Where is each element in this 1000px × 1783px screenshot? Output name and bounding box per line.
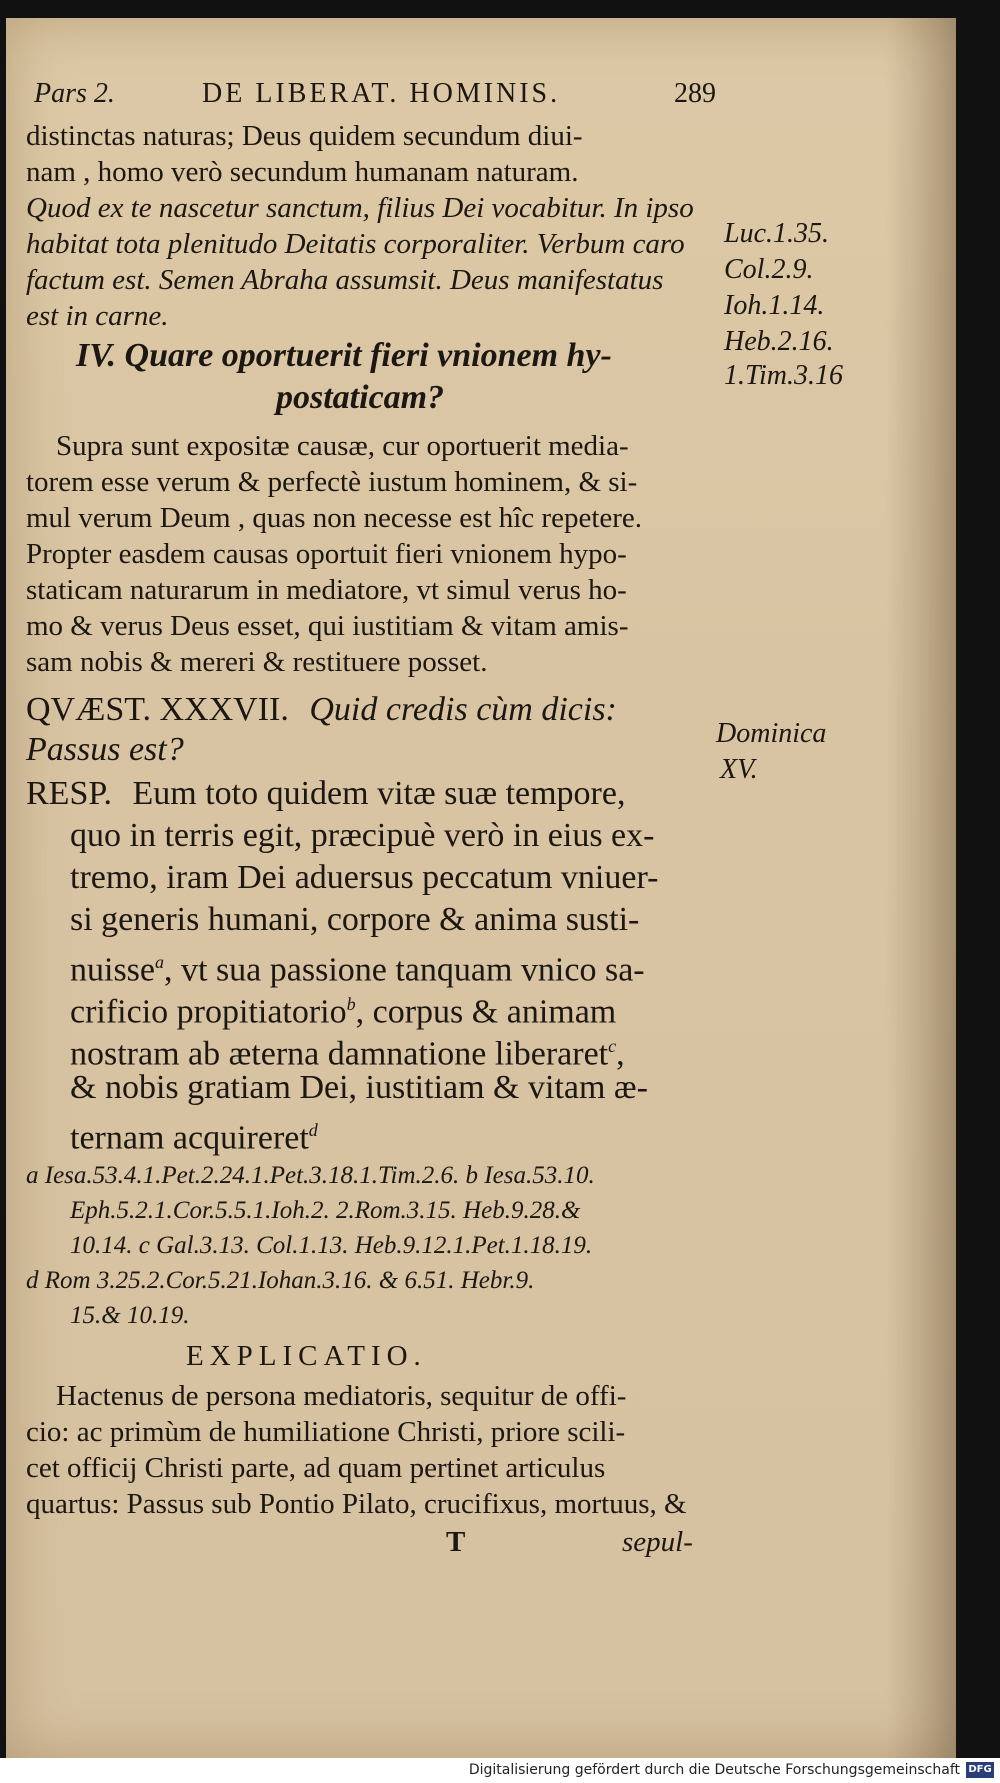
explicatio-line: Hactenus de persona mediatoris, sequitur de offi-	[56, 1380, 627, 1412]
response-line: quo in terris egit, præcipuè verò in eius ex-	[70, 817, 655, 854]
question-label: QVÆST. XXXVII.	[26, 691, 289, 728]
section-heading: IV. Quare oportuerit fieri vnionem hy-	[76, 337, 612, 374]
response-text: , corpus & animam	[355, 993, 617, 1031]
margin-dominica: Dominica	[716, 718, 827, 749]
footnote-line: 15.& 10.19.	[70, 1302, 190, 1329]
response-label: RESP.	[26, 775, 112, 812]
paragraph-line: mul verum Deum , quas non necesse est hîc repetere.	[26, 502, 643, 534]
footnote-line: 10.14. c Gal.3.13. Col.1.13. Heb.9.12.1.Pet.1.18.19.	[70, 1232, 593, 1259]
text-line: factum est. Semen Abraha assumsit. Deus manifestatus	[26, 264, 664, 296]
running-head-part: Pars 2.	[34, 78, 115, 109]
paragraph-line: torem esse verum & perfectè iustum hominem, & si-	[26, 466, 638, 498]
response-line: si generis humani, corpore & anima susti-	[70, 901, 640, 938]
text-line: habitat tota plenitudo Deitatis corporaliter. Verbum caro	[26, 228, 685, 260]
page-edge-shadow	[886, 18, 956, 1758]
paragraph-line: Propter easdem causas oportuit fieri vnionem hypo-	[26, 538, 627, 570]
question-heading	[26, 690, 617, 730]
section-heading-cont: postaticam?	[276, 379, 445, 416]
response-text: nostram ab æterna damnatione liberaret	[70, 1035, 609, 1073]
paragraph-line: staticam naturarum in mediatore, vt simul verus ho-	[26, 574, 627, 606]
response-text: ternam acquireret	[70, 1119, 309, 1157]
margin-dominica-number: XV.	[720, 754, 758, 785]
margin-note: 1.Tim.3.16	[724, 360, 844, 391]
text-line: distinctas naturas; Deus quidem secundum diui-	[26, 120, 583, 152]
page-number: 289	[674, 78, 716, 109]
text-line: Quod ex te nascetur sanctum, filius Dei vocabitur. In ipso	[26, 192, 694, 224]
margin-note: Col.2.9.	[724, 254, 814, 285]
footnote-marker: b	[346, 994, 356, 1014]
footnote-marker: d	[308, 1120, 318, 1140]
margin-note: Heb.2.16.	[724, 326, 834, 357]
catchword: sepul-	[622, 1526, 693, 1558]
footer-text: Digitalisierung gefördert durch die Deutsche Forschungsgemeinschaft	[468, 1762, 960, 1778]
running-head-title: DE LIBERAT. HOMINIS.	[202, 78, 561, 109]
response-line	[26, 774, 625, 814]
text-line: est in carne.	[26, 300, 169, 332]
response-text: ,	[616, 1035, 625, 1073]
explicatio-heading: EXPLICATIO.	[186, 1340, 427, 1372]
response-text: crificio propitiatorio	[70, 993, 347, 1031]
footnote-line: Eph.5.2.1.Cor.5.5.1.Ioh.2. 2.Rom.3.15. Heb.9.28.&	[70, 1197, 581, 1224]
paragraph-line: sam nobis & mereri & restituere posset.	[26, 646, 488, 678]
book-page	[6, 18, 956, 1758]
margin-note: Ioh.1.14.	[724, 290, 825, 321]
running-head	[34, 78, 724, 118]
footnote-line: a Iesa.53.4.1.Pet.2.24.1.Pet.3.18.1.Tim.2.6. b Iesa.53.10.	[26, 1162, 595, 1189]
question-text: Quid credis cùm dicis:	[309, 691, 617, 728]
text-line: nam , homo verò secundum humanam naturam.	[26, 156, 579, 188]
response-text: nuisse	[70, 951, 155, 989]
paragraph-line: mo & verus Deus esset, qui iustitiam & vitam amis-	[26, 610, 629, 642]
explicatio-line: cet officij Christi parte, ad quam pertinet articulus	[26, 1452, 606, 1484]
explicatio-line: quartus: Passus sub Pontio Pilato, crucifixus, mortuus, &	[26, 1488, 687, 1520]
paragraph-line: Supra sunt expositæ causæ, cur oportuerit media-	[56, 430, 629, 462]
footnote-marker: a	[155, 952, 164, 972]
explicatio-line: cio: ac primùm de humiliatione Christi, priore scili-	[26, 1416, 626, 1448]
margin-note: Luc.1.35.	[724, 218, 829, 249]
response-line: tremo, iram Dei aduersus peccatum vniuer-	[70, 859, 659, 896]
digitization-footer	[0, 1758, 1000, 1783]
footnote-marker: c	[608, 1036, 617, 1056]
response-line: & nobis gratiam Dei, iustitiam & vitam æ-	[70, 1069, 648, 1106]
response-text: , vt sua passione tanquam vnico sa-	[164, 951, 645, 989]
footnote-line: d Rom 3.25.2.Cor.5.21.Iohan.3.16. & 6.51. Hebr.9.	[26, 1267, 535, 1294]
signature-mark: T	[446, 1526, 466, 1558]
response-line	[70, 1110, 318, 1158]
question-text-cont: Passus est?	[26, 731, 184, 768]
dfg-logo: DFG	[966, 1762, 994, 1778]
response-text: Eum toto quidem vitæ suæ tempore,	[132, 775, 626, 812]
